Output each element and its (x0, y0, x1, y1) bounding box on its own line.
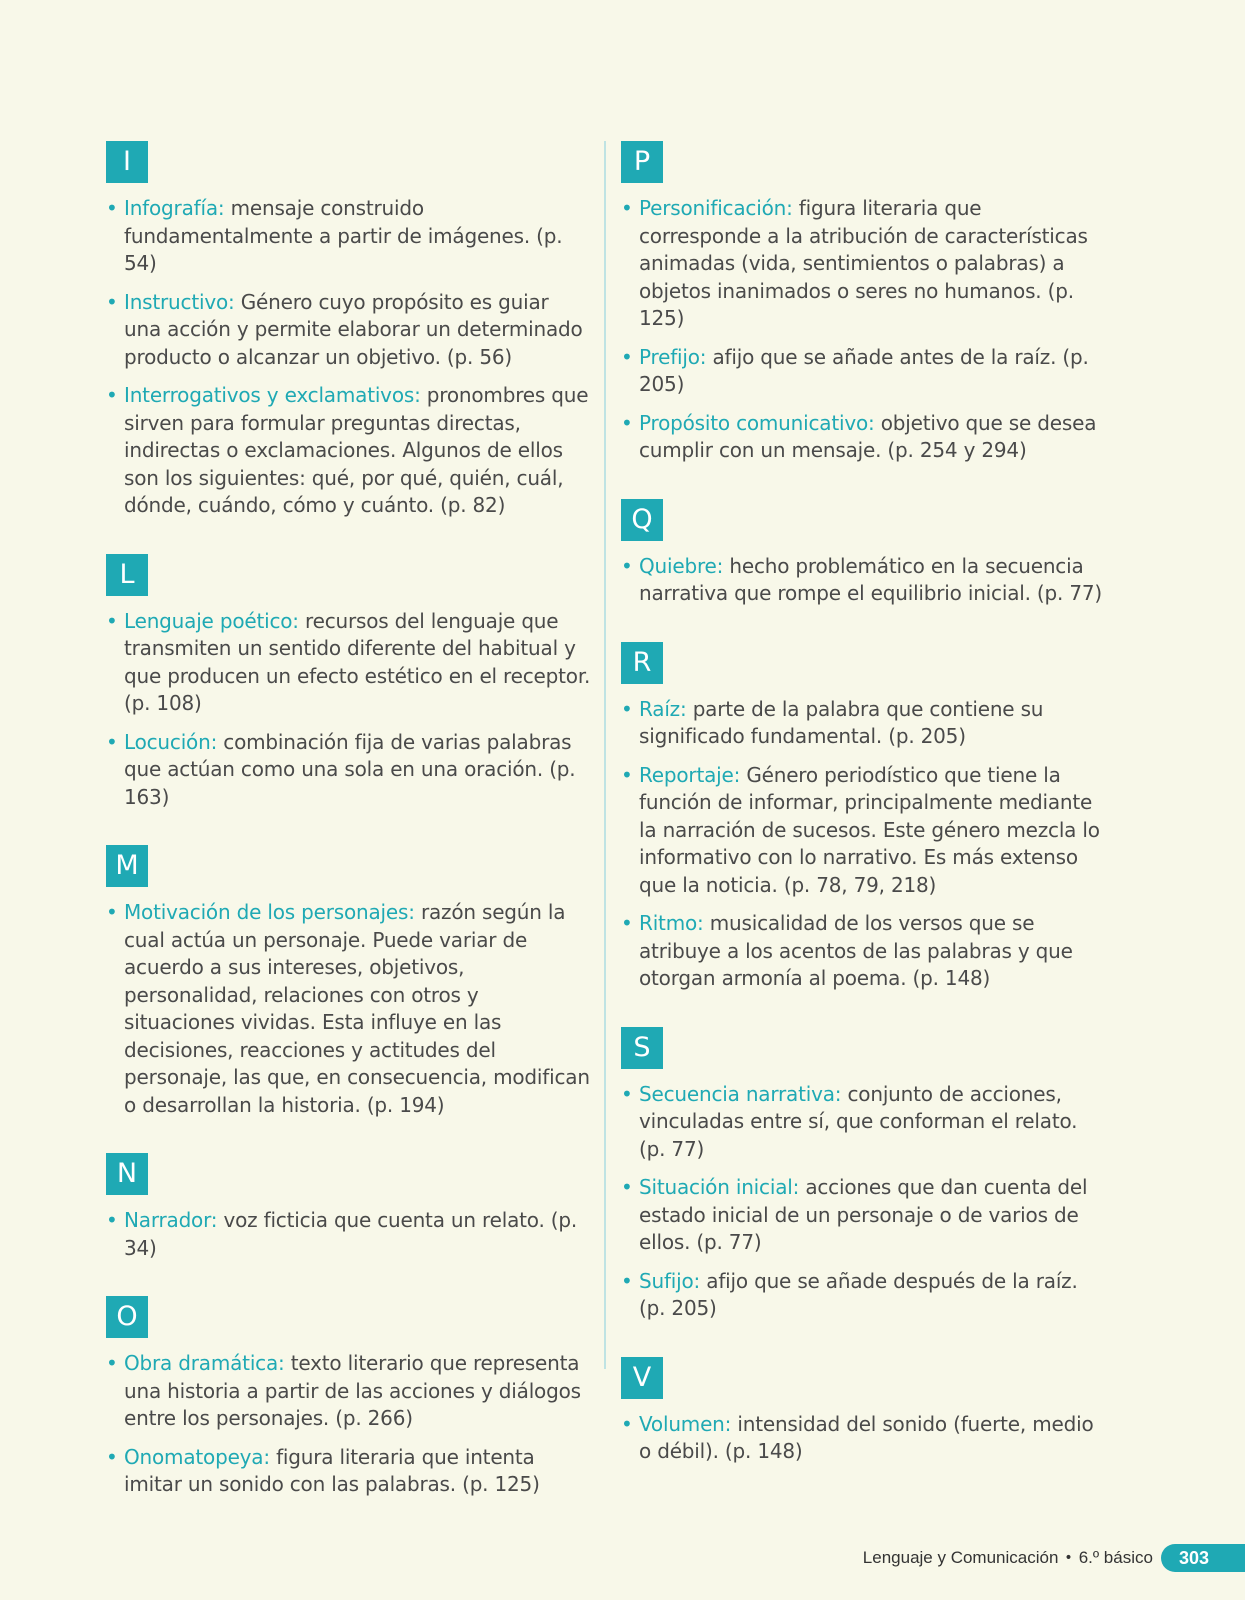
glossary-definition: texto literario que representa una historia a partir de las acciones y diálogos entre los personajes. (p. 266) (124, 1351, 581, 1430)
glossary-term: Obra dramática: (124, 1351, 285, 1375)
glossary-definition: objetivo que se desea cumplir con un mensaje. (p. 254 y 294) (639, 410, 1097, 462)
glossary-definition: hecho problemático en la secuencia narrativa que rompe el equilibrio inicial. (p. 77) (639, 553, 1102, 605)
section-letter: O (106, 1296, 148, 1338)
glossary-section-l (106, 554, 591, 812)
glossary-term: Lenguaje poético: (124, 608, 299, 633)
glossary-entry (621, 1268, 1106, 1323)
glossary-entry (621, 1081, 1106, 1164)
glossary-definition: recursos del lenguaje que transmiten un sentido diferente del habitual y que producen un efecto estético en el receptor. (p. 108) (124, 608, 591, 715)
glossary-term: Raíz: (639, 696, 687, 721)
glossary-term: Volumen: (639, 1411, 732, 1436)
glossary-entry (621, 762, 1106, 900)
glossary-section-i (106, 141, 591, 520)
glossary-section-q (621, 499, 1106, 608)
glossary-section-r (621, 642, 1106, 993)
glossary-definition: pronombres que sirven para formular preguntas directas, indirectas o exclamaciones. Algunos de ellos son los siguientes: qué, por qué, quién, cuál, dónde, cuándo, cómo y cuánto. (p. 82) (124, 383, 589, 517)
glossary-term: Motivación de los personajes: (124, 900, 415, 924)
glossary-section-p (621, 141, 1106, 465)
section-letter: S (621, 1027, 663, 1069)
glossary-definition: figura literaria que corresponde a la atribución de características animadas (vida, sentimientos o palabras) a objetos inanimados o seres no humanos. (p. 125) (639, 196, 1088, 330)
footer-subject: Lenguaje y Comunicación (862, 1548, 1059, 1567)
glossary-definition: Género cuyo propósito es guiar una acción y permite elaborar un determinado producto o alcanzar un objetivo. (p. 56) (124, 289, 583, 369)
glossary-term: Infografía: (124, 196, 225, 220)
glossary-term: Interrogativos y exclamativos: (124, 383, 421, 407)
glossary-term: Situación inicial: (639, 1175, 800, 1199)
glossary-definition: intensidad del sonido (fuerte, medio o débil). (p. 148) (639, 1411, 1094, 1463)
glossary-term: Locución: (124, 729, 218, 754)
glossary-entry (106, 1444, 591, 1499)
section-letter: P (621, 141, 663, 183)
glossary-entry (621, 410, 1106, 465)
glossary-definition: afijo que se añade después de la raíz. (p. 205) (639, 1268, 1078, 1320)
glossary-section-n (106, 1153, 591, 1262)
glossary-right-column (621, 141, 1106, 1500)
section-letter: M (106, 845, 148, 887)
glossary-definition: Género periodístico que tiene la función de informar, principalmente mediante la narración de sucesos. Este género mezcla lo informativo con lo narrativo. Es más extenso que la noticia. (p. 78, 79, 218) (639, 762, 1100, 897)
glossary-entry (621, 553, 1106, 608)
glossary-definition: afijo que se añade antes de la raíz. (p. 205) (639, 344, 1089, 396)
glossary-entry (621, 696, 1106, 751)
glossary-section-m (106, 845, 591, 1119)
page-footer (863, 1543, 1245, 1573)
glossary-entry (106, 608, 591, 718)
glossary-entry (106, 1207, 591, 1262)
glossary-term: Prefijo: (639, 344, 707, 369)
glossary-term: Quiebre: (639, 553, 724, 578)
glossary-definition: figura literaria que intenta imitar un sonido con las palabras. (p. 125) (124, 1444, 540, 1496)
section-letter: I (106, 141, 148, 183)
glossary-definition: parte de la palabra que contiene su significado fundamental. (p. 205) (639, 696, 1044, 748)
glossary-term: Ritmo: (639, 911, 704, 935)
glossary-definition: combinación fija de varias palabras que actúan como una sola en una oración. (p. 163) (124, 729, 576, 809)
section-letter: N (106, 1153, 148, 1195)
glossary-definition: mensaje construido fundamentalmente a partir de imágenes. (p. 54) (124, 196, 563, 275)
glossary-term: Reportaje: (639, 762, 741, 787)
column-divider (604, 141, 606, 1369)
glossary-section-v (621, 1357, 1106, 1466)
glossary-entry (106, 1350, 591, 1433)
glossary-section-s (621, 1027, 1106, 1323)
glossary-term: Propósito comunicativo: (639, 410, 875, 435)
glossary-section-o (106, 1296, 591, 1499)
glossary-entry (106, 899, 591, 1119)
section-letter: L (106, 554, 148, 596)
glossary-entry (621, 1174, 1106, 1257)
glossary-entry (621, 195, 1106, 333)
footer-grade: 6.º básico (1078, 1548, 1153, 1567)
page-number: 303 (1161, 1544, 1245, 1572)
footer-separator: • (1064, 1550, 1073, 1566)
glossary-entry (106, 382, 591, 520)
glossary-definition: musicalidad de los versos que se atribuye a los acentos de las palabras y que otorgan armonía al poema. (p. 148) (639, 911, 1073, 990)
glossary-definition: voz ficticia que cuenta un relato. (p. 34) (124, 1208, 578, 1260)
glossary-term: Secuencia narrativa: (639, 1081, 842, 1106)
glossary-term: Personificación: (639, 196, 793, 220)
section-letter: V (621, 1357, 663, 1399)
glossary-term: Onomatopeya: (124, 1444, 270, 1469)
glossary-entry (106, 195, 591, 278)
glossary-definition: acciones que dan cuenta del estado inicial de un personaje o de varios de ellos. (p. 77) (639, 1175, 1088, 1254)
glossary-term: Sufijo: (639, 1268, 701, 1293)
glossary-entry (621, 910, 1106, 993)
glossary-entry (621, 1411, 1106, 1466)
glossary-definition: razón según la cual actúa un personaje. Puede variar de acuerdo a sus intereses, objetivos, personalidad, relaciones con otros y situaciones vividas. Esta influye en las decisiones, reacciones y actitudes del personaje, las que, en consecuencia, modifican o desarrollan la historia. (p. 194) (124, 900, 590, 1117)
glossary-left-column (106, 141, 591, 1533)
glossary-entry (106, 289, 591, 372)
section-letter: R (621, 642, 663, 684)
glossary-entry (621, 344, 1106, 399)
section-letter: Q (621, 499, 663, 541)
glossary-term: Instructivo: (124, 289, 235, 314)
glossary-term: Narrador: (124, 1208, 218, 1232)
glossary-entry (106, 729, 591, 812)
glossary-definition: conjunto de acciones, vinculadas entre sí, que conforman el relato. (p. 77) (639, 1081, 1078, 1161)
